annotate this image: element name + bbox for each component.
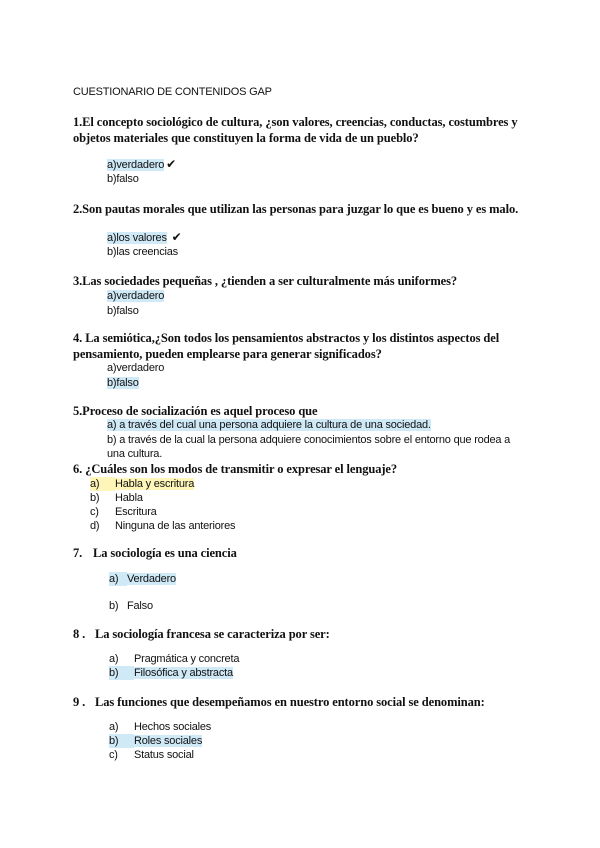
q6-option-b: b) Habla <box>90 492 143 504</box>
checkmark-icon: ✔ <box>166 157 176 171</box>
q2-option-a: a)los valores ✔ <box>107 230 182 244</box>
q1-option-b: b)falso <box>107 173 139 185</box>
question-1: 1.El concepto sociológico de cultura, ¿son valores, creencias, conductas, costumbres y objetos materiales que constituyen la forma de vida de un pueblo? <box>73 115 518 145</box>
document-title: CUESTIONARIO DE CONTENIDOS GAP <box>73 86 272 98</box>
q4-option-a: a)verdadero <box>107 362 165 374</box>
q7-option-b: b) Falso <box>109 600 153 612</box>
q6-option-d: d) Ninguna de las anteriores <box>90 520 236 532</box>
question-5: 5.Proceso de socialización es aquel proceso que <box>73 404 318 418</box>
q4-option-b: b)falso <box>107 377 139 389</box>
q2-option-b: b)las creencias <box>107 246 178 258</box>
q3-option-a: a)verdadero <box>107 290 165 302</box>
checkmark-icon: ✔ <box>171 230 182 244</box>
q9-option-a: a) Hechos sociales <box>109 721 212 733</box>
q6-option-a: a) Habla y escritura <box>90 478 195 490</box>
q5-option-a: a) a través del cual una persona adquiere la cultura de una sociedad. <box>107 419 431 431</box>
q8-option-a: a) Pragmática y concreta <box>109 653 240 665</box>
question-8: 8 . La sociología francesa se caracteriza por ser: <box>73 627 330 641</box>
q7-option-a: a) Verdadero <box>109 573 176 585</box>
q5-option-b: b) a través de la cual la persona adquiere conocimientos sobre el entorno que rodea a una cultura. <box>107 434 511 460</box>
q1-option-a: a)verdadero ✔ <box>107 157 176 171</box>
question-4: 4. La semiótica,¿Son todos los pensamientos abstractos y los distintos aspectos del pensamiento, pueden emplearse para generar significados? <box>73 331 500 361</box>
question-9: 9 . Las funciones que desempeñamos en nuestro entorno social se denominan: <box>73 695 485 709</box>
q8-option-b: b) Filosófica y abstracta <box>109 667 233 679</box>
question-2: 2.Son pautas morales que utilizan las personas para juzgar lo que es bueno y es malo. <box>73 202 519 216</box>
q9-option-c: c) Status social <box>109 749 194 761</box>
q3-option-b: b)falso <box>107 305 139 317</box>
q9-option-b: b) Roles sociales <box>109 735 203 747</box>
q6-option-c: c) Escritura <box>90 506 157 518</box>
question-6: 6. ¿Cuáles son los modos de transmitir o expresar el lenguaje? <box>73 462 398 476</box>
question-3: 3.Las sociedades pequeñas , ¿tienden a ser culturalmente más uniformes? <box>73 274 457 288</box>
question-7: 7. La sociología es una ciencia <box>73 546 237 560</box>
